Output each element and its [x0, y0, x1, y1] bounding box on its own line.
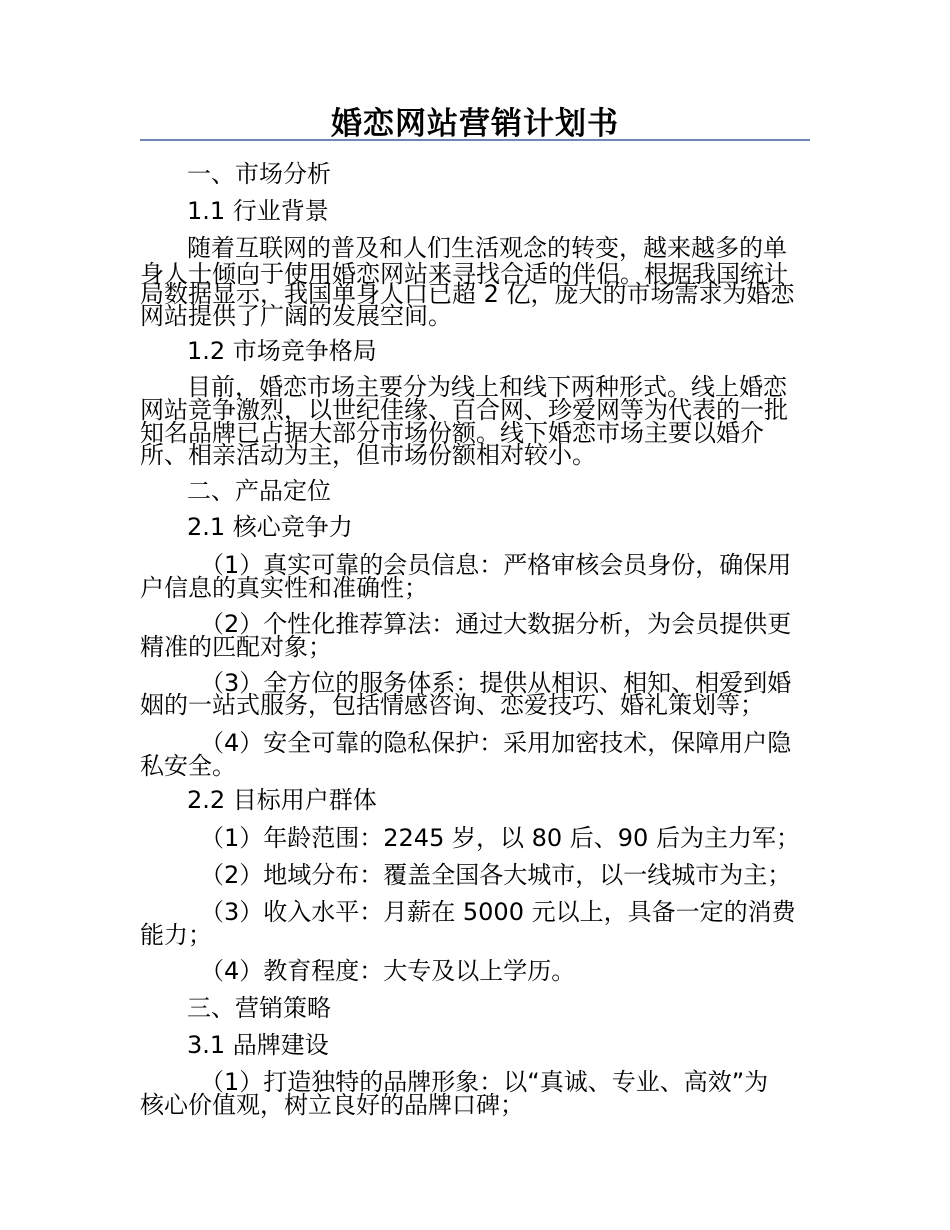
list-item-line: （1）年龄范围：2245 岁，以 80 后、90 后为主力军； — [200, 824, 800, 852]
list-item-line: 能力； — [140, 921, 212, 949]
list-item-line: 户信息的真实性和准确性； — [140, 574, 428, 602]
list-item-line: （4）教育程度：大专及以上学历。 — [200, 957, 576, 985]
list-item-line: （1）真实可靠的会员信息：严格审核会员身份，确保用 — [200, 551, 792, 579]
subheading-core-competitiveness: 2.1 核心竞争力 — [187, 513, 353, 541]
list-item-line: 精准的匹配对象； — [140, 633, 332, 661]
paragraph-line: 身人士倾向于使用婚恋网站来寻找合适的伴侣。根据我国统计 — [140, 260, 788, 288]
paragraph-line: 网站提供了广阔的发展空间。 — [140, 302, 452, 330]
subheading-industry-background: 1.1 行业背景 — [187, 197, 329, 225]
list-item-line: （3）收入水平：月薪在 5000 元以上，具备一定的消费 — [200, 898, 796, 926]
section-heading-market-analysis: 一、市场分析 — [187, 160, 331, 188]
list-item-line: （3）全方位的服务体系：提供从相识、相知、相爱到婚 — [200, 669, 792, 697]
subheading-target-users: 2.2 目标用户群体 — [187, 786, 377, 814]
list-item-line: （4）安全可靠的隐私保护：采用加密技术，保障用户隐 — [200, 729, 792, 757]
list-item-line: 核心价值观，树立良好的品牌口碑； — [140, 1091, 524, 1119]
document-title: 婚恋网站营销计划书 — [331, 106, 619, 142]
subheading-brand-building: 3.1 品牌建设 — [187, 1031, 329, 1059]
paragraph-line: 目前，婚恋市场主要分为线上和线下两种形式。线上婚恋 — [187, 373, 787, 401]
paragraph-line: 随着互联网的普及和人们生活观念的转变，越来越多的单 — [187, 234, 787, 262]
section-heading-marketing-strategy: 三、营销策略 — [187, 994, 331, 1022]
paragraph-line: 网站竞争激烈，以世纪佳缘、百合网、珍爱网等为代表的一批 — [140, 396, 788, 424]
list-item-line: （2）地域分布：覆盖全国各大城市，以一线城市为主； — [200, 861, 792, 889]
list-item-line: 私安全。 — [140, 752, 236, 780]
list-item-line: 姻的一站式服务，包括情感咨询、恋爱技巧、婚礼策划等； — [140, 691, 764, 719]
list-item-line: （1）打造独特的品牌形象：以“真诚、专业、高效”为 — [200, 1068, 769, 1096]
title-underline — [140, 139, 810, 141]
paragraph-line: 局数据显示，我国单身人口已超 2 亿，庞大的市场需求为婚恋 — [140, 280, 795, 308]
section-heading-product-positioning: 二、产品定位 — [187, 477, 331, 505]
subheading-market-competition: 1.2 市场竞争格局 — [187, 337, 377, 365]
paragraph-line: 知名品牌已占据大部分市场份额。线下婚恋市场主要以婚介 — [140, 419, 764, 447]
list-item-line: （2）个性化推荐算法：通过大数据分析，为会员提供更 — [200, 610, 792, 638]
paragraph-line: 所、相亲活动为主，但市场份额相对较小。 — [140, 441, 596, 469]
